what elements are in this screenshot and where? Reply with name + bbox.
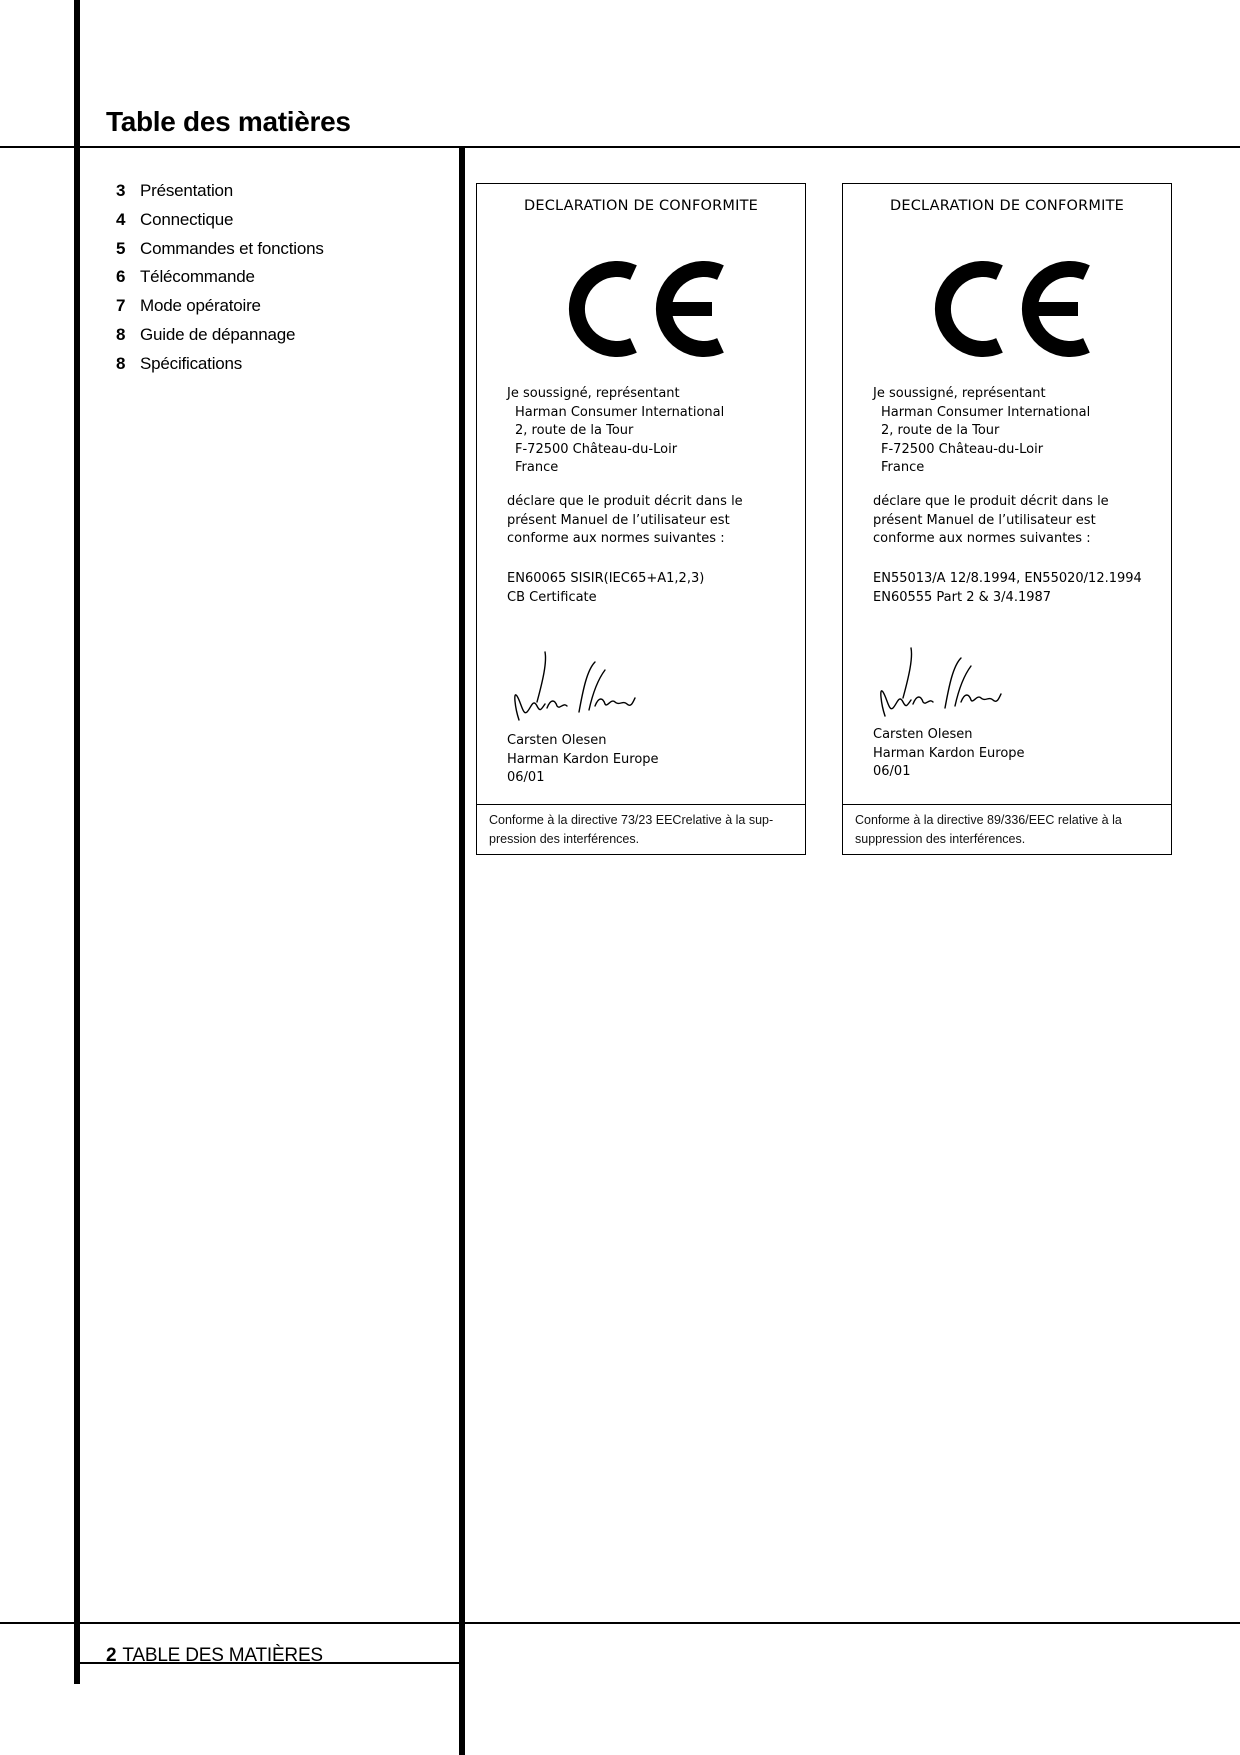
standard-line: EN60065 SISIR(IEC65+A1,2,3) [507,571,705,586]
address-city: F-72500 Château-du-Loir [515,441,678,457]
footer-rule-top [0,1622,1240,1624]
header-rule [0,146,1240,148]
page-title: Table des matières [106,106,351,137]
directive-note: Conforme à la directive 73/23 EECrelative à la sup- pression des interférences. [477,804,805,861]
signatory-date: 06/01 [507,770,545,785]
footer-page-number: 2 [106,1645,117,1666]
signatory-date: 06/01 [873,764,911,779]
column-divider-bar [459,147,465,1755]
address-street: 2, route de la Tour [881,423,1000,438]
toc-page-number: 8 [116,324,126,344]
toc-page-number: 5 [116,238,126,258]
signatory-name: Carsten Olesen [873,727,973,742]
signatory-company: Harman Kardon Europe [873,745,1025,761]
address-block [873,385,1090,478]
signature-image [873,646,1003,726]
page-footer [106,1645,323,1667]
address-block [507,385,724,478]
directive-note: Conforme à la directive 89/336/EEC relative à la suppression des interférences. [843,804,1171,861]
signature-image [507,650,637,730]
statement-block [873,493,1109,549]
standard-line: CB Certificate [507,589,597,605]
toc-page-number: 6 [116,267,126,287]
signatory-block [873,726,1025,782]
address-street: 2, route de la Tour [515,423,634,438]
toc-label: Spécifications [140,353,243,373]
toc-label: Connectique [140,209,234,229]
declaration-card-1 [476,183,806,855]
toc-item[interactable] [106,350,324,379]
address-company: Harman Consumer International [515,404,725,420]
address-city: F-72500 Château-du-Loir [881,441,1044,457]
signatory-company: Harman Kardon Europe [507,751,659,767]
statement-block [507,493,743,549]
address-company: Harman Consumer International [881,404,1091,420]
toc-page-number: 7 [116,296,126,316]
toc-label: Présentation [140,181,234,200]
toc-item[interactable] [106,206,324,235]
left-margin-bar [74,0,80,1684]
statement-line: présent Manuel de l’utilisateur est [873,512,1096,528]
toc-page-number: 3 [116,181,126,200]
standard-line: EN55013/A 12/8.1994, EN55020/12.1994 [873,571,1142,586]
toc-page-number: 8 [116,353,126,373]
address-intro: Je soussigné, représentant [873,386,1046,401]
standards-block [873,570,1142,607]
statement-line: conforme aux normes suivantes : [873,531,1091,546]
toc-item[interactable] [106,321,324,350]
address-country: France [515,460,559,475]
declaration-card-2 [842,183,1172,855]
toc-label: Mode opératoire [140,296,261,316]
toc-page-number: 4 [116,209,126,229]
toc-label: Commandes et fonctions [140,238,324,258]
toc-item[interactable] [106,177,324,206]
toc-item[interactable] [106,292,324,321]
signatory-block [507,732,659,788]
address-country: France [881,460,925,475]
standard-line: EN60555 Part 2 & 3/4.1987 [873,589,1052,605]
ce-mark-icon [933,250,1093,368]
toc-label: Guide de dépannage [140,324,296,344]
footer-label: TABLE DES MATIÈRES [122,1645,323,1666]
signatory-name: Carsten Olesen [507,733,607,748]
toc-item[interactable] [106,263,324,292]
statement-line: déclare que le produit décrit dans le [873,494,1109,509]
standards-block [507,570,704,607]
declaration-heading: DECLARATION DE CONFORMITE [889,198,1125,214]
statement-line: déclare que le produit décrit dans le [507,494,743,509]
table-of-contents [106,177,324,379]
address-intro: Je soussigné, représentant [507,386,680,401]
ce-mark-icon [567,250,727,368]
statement-line: conforme aux normes suivantes : [507,531,725,546]
statement-line: présent Manuel de l’utilisateur est [507,512,730,528]
toc-item[interactable] [106,235,324,264]
declaration-heading: DECLARATION DE CONFORMITE [523,198,759,214]
toc-label: Télécommande [140,267,255,287]
